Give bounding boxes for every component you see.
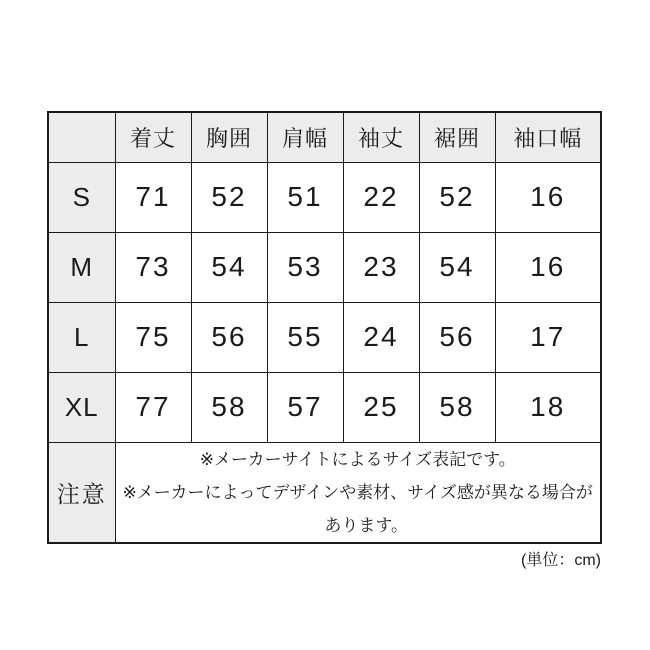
column-header-sleeve-length: 袖丈 <box>343 112 419 162</box>
unit-note: (単位：cm) <box>521 552 601 569</box>
size-label-s: S <box>48 162 115 232</box>
size-cell: 23 <box>343 232 419 302</box>
size-cell: 56 <box>419 302 495 372</box>
size-chart-table <box>47 111 602 544</box>
size-label-xl: XL <box>48 372 115 442</box>
size-cell: 73 <box>115 232 191 302</box>
size-cell: 52 <box>419 162 495 232</box>
size-cell: 54 <box>191 232 267 302</box>
size-cell: 24 <box>343 302 419 372</box>
table-row-s <box>48 162 601 232</box>
note-line-3: あります。 <box>324 515 409 535</box>
corner-cell <box>48 112 115 162</box>
note-label: 注意 <box>48 442 115 543</box>
size-cell: 52 <box>191 162 267 232</box>
note-line-1: ※メーカーサイトによるサイズ表記です。 <box>199 449 516 469</box>
size-cell: 51 <box>267 162 343 232</box>
size-cell: 16 <box>495 232 601 302</box>
size-cell: 17 <box>495 302 601 372</box>
size-cell: 71 <box>115 162 191 232</box>
size-cell: 57 <box>267 372 343 442</box>
table-row-xl <box>48 372 601 442</box>
note-cell <box>115 442 601 543</box>
size-cell: 77 <box>115 372 191 442</box>
column-header-hem: 裾囲 <box>419 112 495 162</box>
size-cell: 55 <box>267 302 343 372</box>
size-cell: 18 <box>495 372 601 442</box>
size-cell: 54 <box>419 232 495 302</box>
size-cell: 22 <box>343 162 419 232</box>
table-row-m <box>48 232 601 302</box>
size-label-l: L <box>48 302 115 372</box>
note-row <box>48 442 601 543</box>
column-header-shoulder: 肩幅 <box>267 112 343 162</box>
header-row <box>48 112 601 162</box>
size-cell: 25 <box>343 372 419 442</box>
size-cell: 53 <box>267 232 343 302</box>
size-cell: 75 <box>115 302 191 372</box>
table-row-l <box>48 302 601 372</box>
column-header-body-length: 着丈 <box>115 112 191 162</box>
size-label-m: M <box>48 232 115 302</box>
size-cell: 56 <box>191 302 267 372</box>
size-cell: 58 <box>191 372 267 442</box>
size-cell: 58 <box>419 372 495 442</box>
size-cell: 16 <box>495 162 601 232</box>
note-line-2: ※メーカーによってデザインや素材、サイズ感が異なる場合が <box>122 482 593 502</box>
column-header-cuff-width: 袖口幅 <box>495 112 601 162</box>
column-header-chest: 胸囲 <box>191 112 267 162</box>
